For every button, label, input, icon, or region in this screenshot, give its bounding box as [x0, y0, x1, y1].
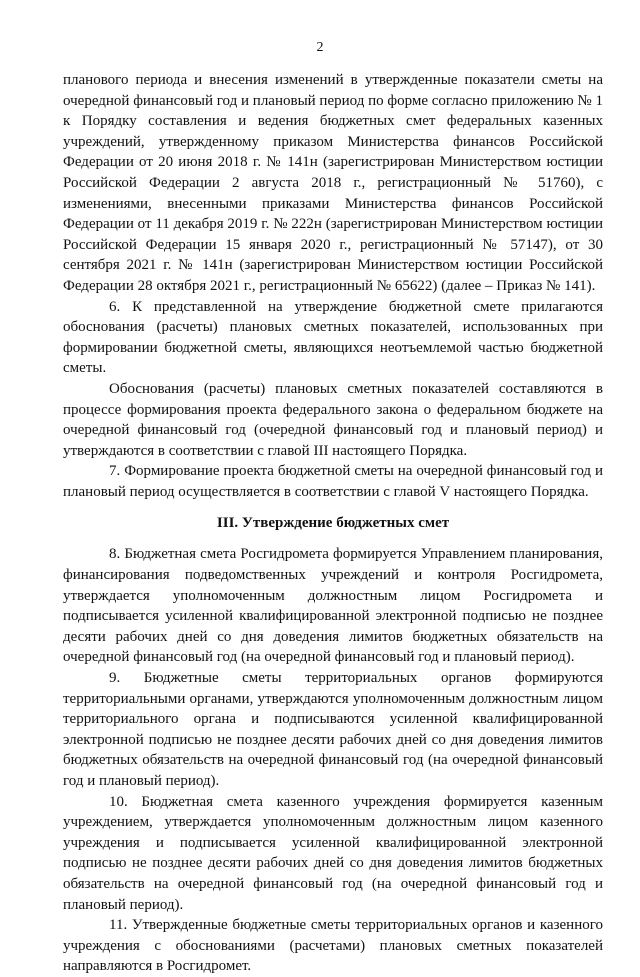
paragraph-11: 11. Утвержденные бюджетные сметы территориальных органов и казенного учреждения с обоснованиями (расчетами) плановых сметных показателей направляются в Росгидромет. [63, 917, 603, 975]
page-number: 2 [316, 40, 324, 55]
document-body [63, 70, 603, 977]
paragraph-8: 8. Бюджетная смета Росгидромета формируется Управлением планирования, финансирования подведомственных учреждений и контроля Росгидромета, утверждается уполномоченным должностным лицом Росгидромета и подписывается усиленной квалифицированной электронной подписью не позднее десяти рабочих дней со дня доведения лимитов бюджетных обязательств на очередной финансовый год (на очередной финансовый год и плановый период). [63, 546, 603, 666]
paragraph-9: 9. Бюджетные сметы территориальных органов формируются территориальными органами, утверждаются уполномоченным должностным лицом территориального органа и подписываются усиленной квалифицированной электронной подписью не позднее десяти рабочих дней со дня доведения лимитов бюджетных обязательств на очередной финансовый год (на очередной финансовый год и плановый период). [63, 670, 603, 789]
paragraph-continuation: планового периода и внесения изменений в утвержденные показатели сметы на очередной финансовый год и плановый период по форме согласно приложению № 1 к Порядку составления и ведения бюджетных смет федеральных казенных учреждений, утвержденному приказом Министерства финансов Российской Федерации от 20 июня 2018 г. № 141н (зарегистрирован Министерством юстиции Российской Федерации 2 августа 2018 г., регистрационный № 51760), с изменениями, внесенными приказами Министерства финансов Российской Федерации от 11 декабря 2019 г. № 222н (зарегистрирован Министерством юстиции Российской Федерации 15 января 2020 г., регистрационный № 57147), от 30 сентября 2021 г. № 141н (зарегистрирован Министерством юстиции Российской Федерации 28 октября 2021 г., регистрационный № 65622) (далее – Приказ № 141). [63, 72, 603, 294]
paragraph-7: 7. Формирование проекта бюджетной сметы на очередной финансовый год и плановый период осуществляется в соответствии с главой V настоящего Порядка. [63, 463, 603, 500]
paragraph-justifications: Обоснования (расчеты) плановых сметных показателей составляются в процессе формирования проекта федерального закона о федеральном бюджете на очередной финансовый год (очередной финансовый год и плановый период) и утверждаются в соответствии с главой III настоящего Порядка. [63, 380, 603, 459]
section-heading: III. Утверждение бюджетных смет [216, 515, 450, 532]
paragraph-6: 6. К представленной на утверждение бюджетной смете прилагаются обоснования (расчеты) плановых сметных показателей, использованных при формировании бюджетной сметы, являющихся неотъемлемой частью бюджетной сметы. [63, 298, 603, 377]
paragraph-10: 10. Бюджетная смета казенного учреждения формируется казенным учреждением, утверждается уполномоченным должностным лицом казенного учреждения и подписывается усиленной квалифицированной электронной подписью не позднее десяти рабочих дней со дня доведения лимитов бюджетных обязательств на очередной финансовый год (на очередной финансовый год и плановый период). [63, 793, 603, 913]
